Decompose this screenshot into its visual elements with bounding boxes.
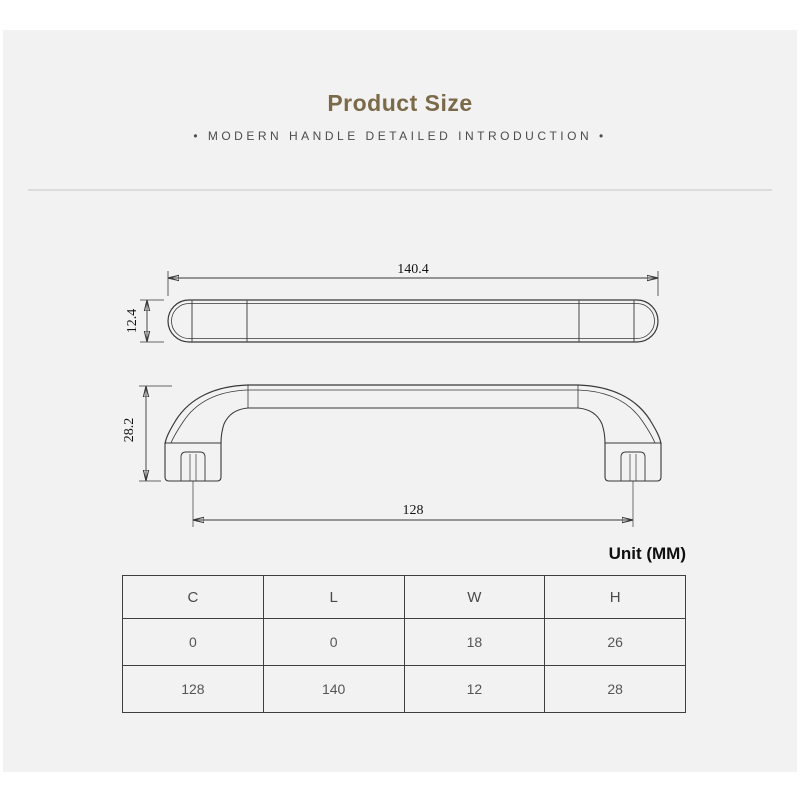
divider [28, 189, 772, 191]
table-cell: 0 [123, 619, 264, 666]
table-cell: 26 [545, 619, 686, 666]
dim-top-height-label: 12.4 [125, 308, 140, 334]
table-cell: 0 [263, 619, 404, 666]
table-header-row [123, 576, 686, 619]
table-row [123, 619, 686, 666]
table-cell: 28 [545, 666, 686, 713]
table-cell: 18 [404, 619, 545, 666]
table-cell: 128 [123, 666, 264, 713]
page-title: Product Size [327, 90, 473, 116]
handle-technical-drawing [110, 250, 690, 540]
table-cell: 12 [404, 666, 545, 713]
dim-hole-spacing-label: 128 [402, 503, 424, 518]
dim-top-length [168, 262, 658, 296]
table-header-cell: H [545, 576, 686, 619]
table-row [123, 666, 686, 713]
unit-label: Unit (MM) [608, 544, 686, 563]
table-header-cell: C [123, 576, 264, 619]
table-header-cell: L [263, 576, 404, 619]
page-subtitle: • MODERN HANDLE DETAILED INTRODUCTION • [193, 129, 607, 143]
size-table [122, 575, 686, 713]
top-view [168, 300, 658, 342]
dim-top-height [125, 300, 164, 342]
dim-top-length-label: 140.4 [397, 262, 429, 277]
table-header-cell: W [404, 576, 545, 619]
dim-front-height-label: 28.2 [122, 417, 137, 443]
dim-hole-spacing [193, 503, 633, 520]
table-cell: 140 [263, 666, 404, 713]
